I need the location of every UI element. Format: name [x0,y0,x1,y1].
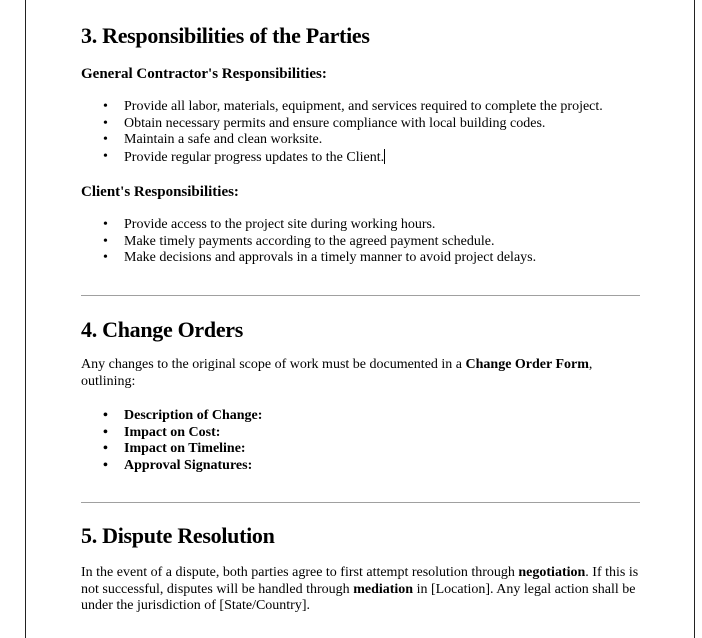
section-3-heading: 3. Responsibilities of the Parties [81,23,370,48]
list-item: • Provide regular progress updates to the Client. [81,149,603,167]
divider [81,502,640,503]
list-item: • Maintain a safe and clean worksite. [81,132,603,149]
section-5-heading: 5. Dispute Resolution [81,523,275,548]
list-item: • Obtain necessary permits and ensure compliance with local building codes. [81,116,603,133]
client-heading: Client's Responsibilities: [81,184,239,200]
list-item: • Provide access to the project site during working hours. [81,217,536,234]
text-cursor [384,149,385,164]
list-item: • Description of Change: [81,408,262,425]
dispute-paragraph: In the event of a dispute, both parties agree to first attempt resolution through negotiation. If this is not successful, disputes will be handled through mediation in [Location]. Any legal action shall be under the jurisdiction of [State/Country]. [81,565,639,613]
change-order-list [81,408,262,474]
list-item: • Impact on Timeline: [81,441,262,458]
contractor-heading: General Contractor's Responsibilities: [81,66,327,82]
list-item: • Make timely payments according to the agreed payment schedule. [81,234,536,251]
client-list [81,217,536,267]
change-orders-intro: Any changes to the original scope of work must be documented in a Change Order Form, outlining: [81,357,593,389]
list-item: • Impact on Cost: [81,425,262,442]
section-4-heading: 4. Change Orders [81,317,244,342]
list-item: • Provide all labor, materials, equipment, and services required to complete the project. [81,99,603,116]
list-item: • Approval Signatures: [81,458,262,475]
divider [81,295,640,296]
contractor-list [81,99,603,166]
list-item: • Make decisions and approvals in a timely manner to avoid project delays. [81,250,536,267]
